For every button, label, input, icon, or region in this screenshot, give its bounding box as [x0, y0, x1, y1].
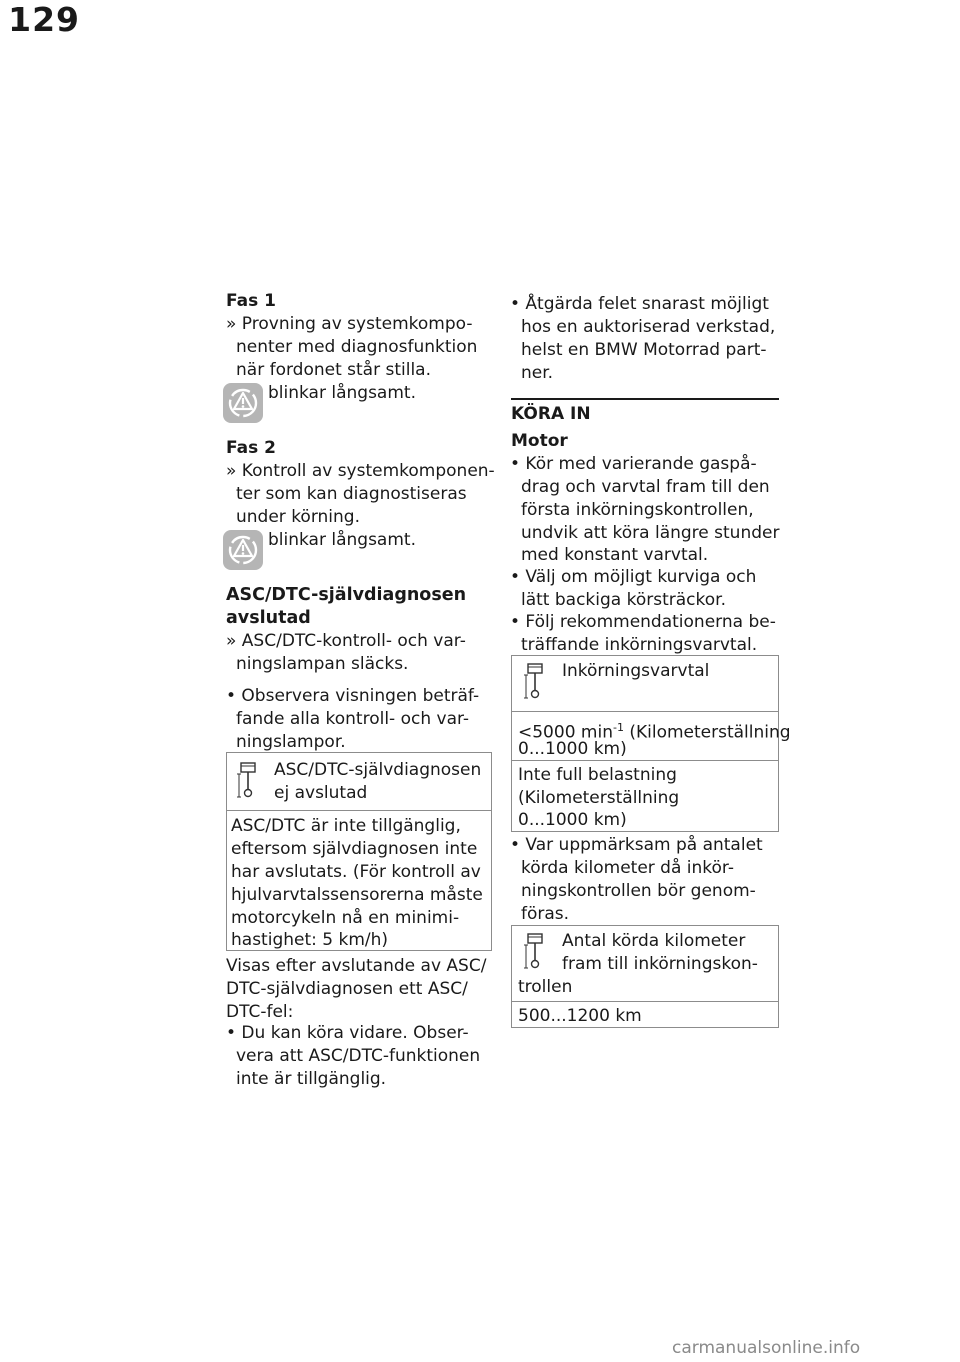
fas1-heading: Fas 1 [226, 291, 276, 311]
after-line-2: DTC-självdiagnosen ett ASC/ [226, 979, 468, 999]
box-body-line-1: ASC/DTC är inte tillgänglig, [231, 816, 461, 836]
warning-lamp-icon [223, 530, 263, 570]
asc-heading-line-1: ASC/DTC-självdiagnosen [226, 585, 467, 605]
motor-line-8: • Följ rekommendationerna be- [510, 612, 776, 632]
breakin-km-title-line-1: Antal körda kilometer [562, 931, 746, 951]
box-body-line-5: motorcykeln nå en minimi- [231, 908, 460, 928]
drive-line-3: inte är tillgänglig. [236, 1069, 387, 1089]
section-heading: KÖRA IN [511, 404, 591, 424]
box-body-line-3: har avslutats. (För kontroll av [231, 862, 481, 882]
breakin-load-line-3: 0...1000 km) [518, 810, 627, 830]
fix-line-1: • Åtgärda felet snarast möjligt [510, 294, 769, 314]
after-line-3: DTC-fel: [226, 1002, 294, 1022]
asc-line-1: » ASC/DTC-kontroll- och var- [226, 631, 466, 651]
box-divider [226, 810, 492, 811]
box-title-line-1: ASC/DTC-självdiagnosen [274, 760, 482, 780]
breakin-km-title-line-3: trollen [518, 977, 573, 997]
motor-line-6: • Välj om möjligt kurviga och [510, 567, 757, 587]
after-line-1: Visas efter avslutande av ASC/ [226, 956, 487, 976]
box-divider [511, 1001, 779, 1002]
motor-line-2: drag och varvtal fram till den [521, 477, 770, 497]
breakin-km-value: 500...1200 km [518, 1006, 642, 1026]
breakin-rpm-range: 0...1000 km) [518, 739, 627, 759]
fas1-line-3: när fordonet står stilla. [236, 360, 432, 380]
box-divider [511, 711, 779, 712]
motor-line-7: lätt backiga körsträckor. [521, 590, 726, 610]
motor-line-9: träffande inkörningsvarvtal. [521, 635, 758, 655]
breakin-rpm-value: <5000 $\min^{-1}$ (Kilometerställning [518, 721, 791, 743]
attention-line-2: körda kilometer då inkör- [521, 858, 734, 878]
attention-line-1: • Var uppmärksam på antalet [510, 835, 763, 855]
fas2-line-1: » Kontroll av systemkomponen- [226, 461, 495, 481]
warning-lamp-icon [223, 383, 263, 423]
attention-line-3: ningskontrollen bör genom- [521, 881, 756, 901]
drive-line-1: • Du kan köra vidare. Obser- [226, 1023, 469, 1043]
breakin-km-title-line-2: fram till inkörningskon- [562, 954, 758, 974]
asc-heading-line-2: avslutad [226, 608, 311, 628]
fas2-heading: Fas 2 [226, 438, 276, 458]
fas2-line-3: under körning. [236, 507, 360, 527]
observe-line-1: • Observera visningen beträf- [226, 686, 480, 706]
motor-line-1: • Kör med varierande gaspå- [510, 454, 757, 474]
observe-line-3: ningslampor. [236, 732, 346, 752]
breakin-load-line-1: Inte full belastning [518, 765, 677, 785]
box-body-line-6: hastighet: 5 km/h) [231, 930, 389, 950]
fas2-line-2: ter som kan diagnostiseras [236, 484, 467, 504]
motor-line-4: undvik att köra längre stunder [521, 523, 780, 543]
drive-line-2: vera att ASC/DTC-funktionen [236, 1046, 481, 1066]
observe-line-2: fande alla kontroll- och var- [236, 709, 470, 729]
fas1-line-2: nenter med diagnosfunktion [236, 337, 478, 357]
fas2-blink-text: blinkar långsamt. [268, 530, 416, 550]
fas1-blink-text: blinkar långsamt. [268, 383, 416, 403]
piston-icon [524, 661, 546, 705]
section-rule [511, 398, 779, 400]
fix-line-4: ner. [521, 363, 554, 383]
attention-line-4: föras. [521, 904, 570, 924]
motor-line-3: första inkörningskontrollen, [521, 500, 754, 520]
motor-line-5: med konstant varvtal. [521, 545, 709, 565]
fas1-line-1: » Provning av systemkompo- [226, 314, 473, 334]
motor-heading: Motor [511, 431, 568, 451]
piston-icon [524, 931, 546, 975]
breakin-load-line-2: (Kilometerställning [518, 788, 680, 808]
box-body-line-4: hjulvarvtalssensorerna måste [231, 885, 483, 905]
asc-line-2: ningslampan släcks. [236, 654, 409, 674]
fix-line-2: hos en auktoriserad verkstad, [521, 317, 776, 337]
footer-watermark: carmanualsonline.info [672, 1338, 861, 1358]
breakin-rpm-title: Inkörningsvarvtal [562, 661, 710, 681]
piston-icon [237, 760, 259, 804]
page-number: 129 [8, 0, 80, 39]
box-title-line-2: ej avslutad [274, 783, 368, 803]
box-body-line-2: eftersom självdiagnosen inte [231, 839, 478, 859]
fix-line-3: helst en BMW Motorrad part- [521, 340, 767, 360]
